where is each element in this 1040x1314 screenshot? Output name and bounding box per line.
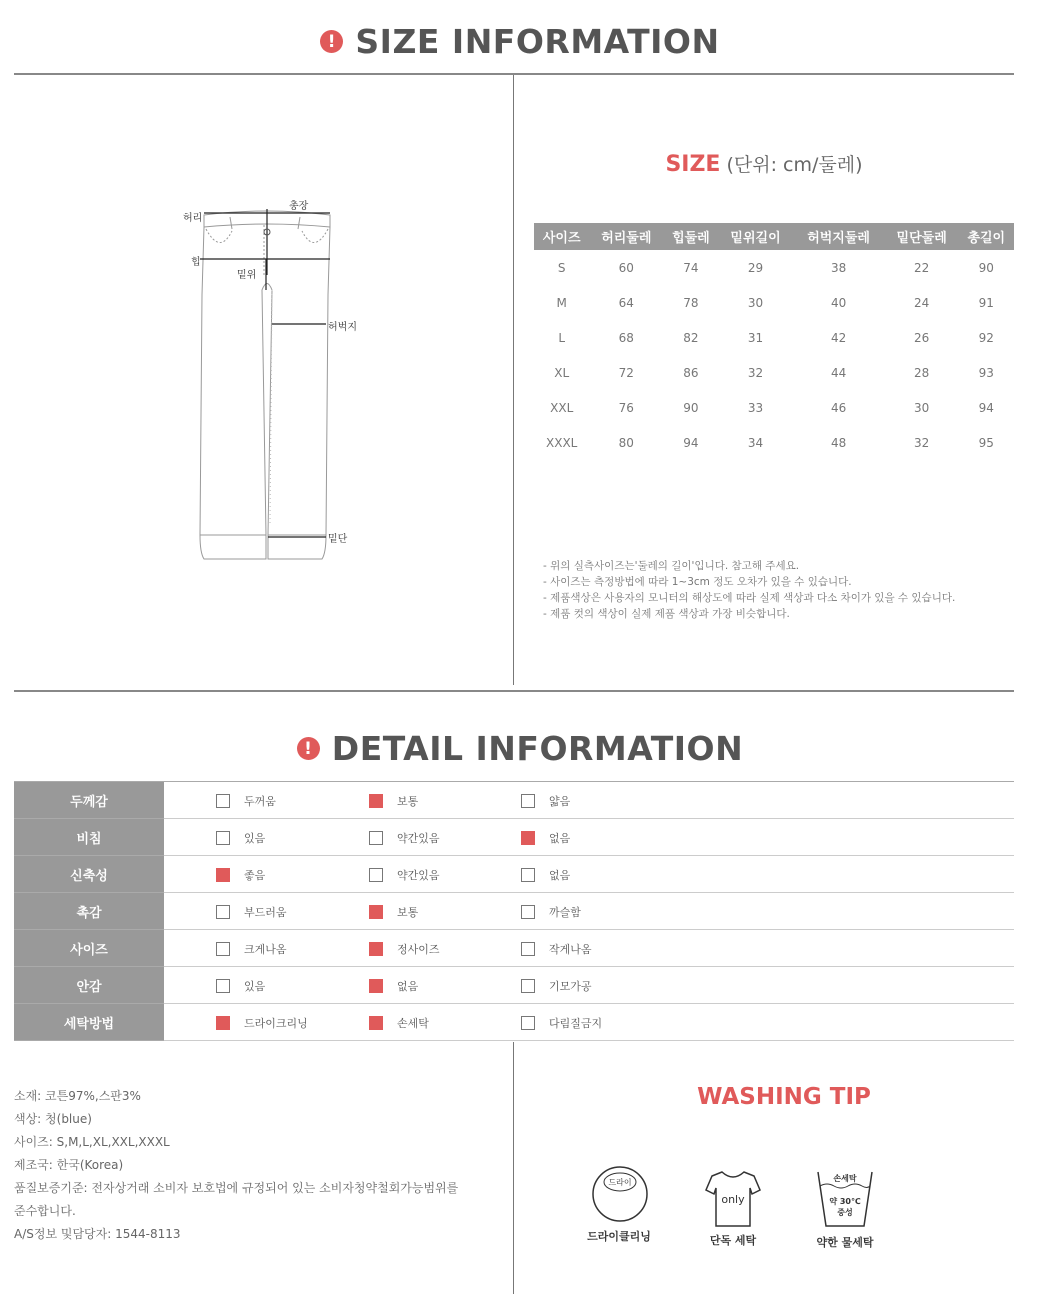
detail-option-label: 드라이크리닝 — [244, 1017, 308, 1030]
vertical-divider — [513, 1042, 514, 1294]
detail-option — [369, 1015, 429, 1031]
detail-option-label: 얇음 — [549, 795, 571, 808]
table-cell: 64 — [618, 295, 634, 310]
detail-option-label: 작게나옴 — [549, 943, 592, 956]
table-cell: 31 — [747, 330, 764, 345]
table-cell: L — [558, 330, 566, 345]
detail-row — [14, 856, 1014, 893]
detail-option-label: 약간있음 — [397, 832, 440, 845]
wash-label-gentle: 약한 물세탁 — [816, 1236, 874, 1249]
detail-option-label: 까슬함 — [549, 906, 581, 919]
table-cell: 74 — [683, 260, 699, 275]
detail-option-label: 다림질금지 — [549, 1017, 603, 1030]
detail-option — [216, 793, 276, 809]
detail-category: 세탁방법 — [14, 1004, 164, 1041]
detail-category: 촉감 — [14, 893, 164, 930]
detail-option-label: 기모가공 — [549, 980, 592, 993]
checkbox — [369, 979, 383, 993]
detail-category: 비침 — [14, 819, 164, 856]
checkbox — [369, 794, 383, 808]
table-cell: 94 — [683, 435, 699, 450]
spec-line: 제조국: 한국(Korea) — [14, 1158, 124, 1172]
detail-option-label: 없음 — [397, 980, 419, 993]
divider — [14, 690, 1014, 692]
note-line: - 사이즈는 측정방법에 따라 1~3cm 정도 오차가 있을 수 있습니다. — [543, 576, 852, 588]
checkbox — [521, 979, 535, 993]
detail-options — [164, 930, 1014, 967]
detail-options — [164, 856, 1014, 893]
table-cell: 93 — [978, 365, 994, 380]
table-cell: 24 — [914, 295, 930, 310]
detail-option — [216, 867, 265, 883]
detail-section-title: DETAIL INFORMATION — [331, 729, 744, 768]
size-table-header — [534, 223, 1014, 250]
detail-option-label: 보통 — [397, 906, 419, 919]
detail-option-label: 약간있음 — [397, 869, 440, 882]
header-cell: 사이즈 — [534, 223, 589, 250]
detail-option — [521, 793, 570, 809]
spec-line: 소재: 코튼97%,스판3% — [14, 1089, 141, 1103]
wash-label-alone: 단독 세탁 — [709, 1234, 757, 1247]
detail-option — [521, 978, 592, 994]
shirt-only-icon — [704, 1168, 762, 1230]
detail-option — [369, 978, 418, 994]
detail-option-label: 정사이즈 — [397, 943, 440, 956]
table-row — [534, 320, 1014, 355]
table-row — [534, 250, 1014, 285]
label-total-length: 총장 — [289, 201, 309, 212]
label-rise: 밑위 — [237, 270, 257, 281]
detail-option — [521, 941, 592, 957]
detail-option-label: 좋음 — [244, 869, 266, 882]
table-cell: 30 — [914, 400, 930, 415]
header-cell: 밑단둘레 — [885, 223, 959, 250]
size-heading-label: SIZE — [665, 152, 721, 177]
checkbox — [216, 794, 230, 808]
detail-options — [164, 1004, 1014, 1041]
header-cell: 밑위길이 — [719, 223, 793, 250]
table-cell: 78 — [683, 295, 699, 310]
detail-option — [216, 1015, 308, 1031]
detail-option-label: 부드러움 — [244, 906, 287, 919]
dry-clean-icon — [590, 1164, 652, 1226]
size-notes — [543, 558, 955, 622]
table-cell: 91 — [978, 295, 994, 310]
checkbox — [369, 831, 383, 845]
checkbox — [216, 905, 230, 919]
detail-option — [216, 941, 287, 957]
detail-category: 두께감 — [14, 782, 164, 819]
washing-tip-title: WASHING TIP — [697, 1084, 871, 1110]
detail-option-label: 보통 — [397, 795, 419, 808]
detail-category: 안감 — [14, 967, 164, 1004]
wash-label-dry: 드라이클리닝 — [587, 1230, 651, 1243]
detail-option — [521, 1015, 602, 1031]
checkbox — [521, 905, 535, 919]
table-cell: XL — [554, 365, 570, 380]
label-thigh: 허벅지 — [328, 322, 357, 333]
spec-line: 사이즈: S,M,L,XL,XXL,XXXL — [14, 1135, 170, 1149]
table-cell: 68 — [618, 330, 634, 345]
table-row — [534, 285, 1014, 320]
table-cell: 32 — [914, 435, 930, 450]
table-cell: 34 — [747, 435, 764, 450]
detail-option — [369, 941, 440, 957]
basin-text-top: 손세탁 — [833, 1174, 857, 1183]
checkbox — [216, 979, 230, 993]
header-cell: 허벅지둘레 — [792, 223, 884, 250]
table-cell: 26 — [914, 330, 930, 345]
shirt-icon-text: only — [721, 1193, 745, 1206]
table-cell: 82 — [683, 330, 699, 345]
table-cell: 76 — [618, 400, 634, 415]
detail-option — [369, 904, 418, 920]
detail-category: 사이즈 — [14, 930, 164, 967]
header-cell: 힙둘레 — [663, 223, 718, 250]
pants-diagram — [180, 195, 380, 565]
table-cell: 94 — [978, 400, 994, 415]
table-row — [534, 390, 1014, 425]
detail-option-label: 두꺼움 — [244, 795, 276, 808]
size-table — [534, 223, 1014, 460]
detail-option — [369, 867, 440, 883]
table-cell: 29 — [747, 260, 764, 275]
table-cell: 32 — [747, 365, 764, 380]
detail-category: 신축성 — [14, 856, 164, 893]
detail-options — [164, 967, 1014, 1004]
table-cell: XXXL — [546, 435, 578, 450]
header-cell: 허리둘레 — [589, 223, 663, 250]
detail-row — [14, 893, 1014, 930]
size-section-title: SIZE INFORMATION — [355, 22, 720, 61]
checkbox — [521, 794, 535, 808]
checkbox — [216, 942, 230, 956]
checkbox — [369, 868, 383, 882]
table-cell: M — [556, 295, 567, 310]
note-line: - 제품색상은 사용자의 모니터의 해상도에 따라 실제 색상과 다소 차이가 있을 수 있습니다. — [543, 592, 956, 604]
detail-option — [521, 867, 570, 883]
checkbox — [369, 905, 383, 919]
checkbox — [369, 1016, 383, 1030]
wash-basin-icon — [816, 1168, 874, 1230]
table-row — [534, 355, 1014, 390]
table-cell: 90 — [683, 400, 699, 415]
checkbox — [521, 831, 535, 845]
checkbox — [521, 942, 535, 956]
spec-line: 색상: 청(blue) — [14, 1112, 92, 1126]
detail-options — [164, 893, 1014, 930]
spec-line: 품질보증기준: 전자상거래 소비자 보호법에 규정되어 있는 소비자청약철회가능범위를 — [14, 1181, 459, 1195]
table-cell: 48 — [830, 435, 847, 450]
dry-clean-icon-text: 드라이 — [608, 1178, 632, 1187]
checkbox — [216, 868, 230, 882]
detail-options — [164, 782, 1014, 819]
detail-option — [369, 793, 418, 809]
table-cell: 44 — [830, 365, 847, 380]
checkbox — [216, 831, 230, 845]
table-cell: 33 — [747, 400, 764, 415]
table-cell: 72 — [618, 365, 634, 380]
detail-row — [14, 930, 1014, 967]
detail-option-label: 없음 — [549, 832, 571, 845]
checkbox — [369, 942, 383, 956]
table-cell: 80 — [618, 435, 634, 450]
detail-option — [216, 904, 287, 920]
label-hem: 밑단 — [328, 534, 348, 545]
table-cell: 95 — [978, 435, 994, 450]
header-cell: 총길이 — [959, 223, 1014, 250]
basin-text-temp: 약 30℃ — [829, 1197, 861, 1206]
table-cell: 60 — [618, 260, 634, 275]
divider — [14, 73, 1014, 75]
detail-option — [521, 830, 570, 846]
detail-option-label: 손세탁 — [397, 1017, 429, 1030]
detail-row — [14, 819, 1014, 856]
detail-section-title-wrap — [0, 729, 1040, 768]
detail-option — [369, 830, 440, 846]
detail-row — [14, 782, 1014, 819]
checkbox — [521, 868, 535, 882]
table-cell: S — [557, 260, 566, 275]
table-cell: XXL — [550, 400, 574, 415]
table-cell: 22 — [914, 260, 930, 275]
table-cell: 38 — [830, 260, 847, 275]
detail-option-label: 없음 — [549, 869, 571, 882]
exclamation-icon: ! — [320, 30, 343, 53]
note-line: - 제품 컷의 색상이 실제 제품 색상과 가장 비슷합니다. — [543, 608, 790, 620]
size-section-title-wrap — [0, 22, 1040, 61]
table-cell: 46 — [830, 400, 847, 415]
table-cell: 42 — [830, 330, 847, 345]
detail-option-label: 있음 — [244, 980, 266, 993]
label-hip: 힙 — [191, 257, 201, 268]
detail-option-label: 있음 — [244, 832, 266, 845]
table-row — [534, 425, 1014, 460]
detail-option-label: 크게나옴 — [244, 943, 287, 956]
detail-row — [14, 1004, 1014, 1041]
basin-text-neutral: 중성 — [837, 1208, 853, 1217]
detail-table — [14, 781, 1014, 1041]
spec-line: A/S정보 및담당자: 1544-8113 — [14, 1227, 181, 1241]
product-spec — [14, 1085, 458, 1246]
note-line: - 위의 실측사이즈는'둘레의 길이'입니다. 참고해 주세요. — [543, 560, 800, 572]
table-cell: 30 — [747, 295, 764, 310]
table-cell: 92 — [978, 330, 994, 345]
detail-option — [216, 830, 265, 846]
size-heading — [514, 150, 1014, 177]
spec-line: 준수합니다. — [14, 1204, 76, 1218]
exclamation-icon: ! — [297, 737, 320, 760]
checkbox — [216, 1016, 230, 1030]
size-heading-unit: (단위: cm/둘레) — [726, 154, 863, 176]
detail-option — [521, 904, 581, 920]
detail-row — [14, 967, 1014, 1004]
table-cell: 28 — [914, 365, 930, 380]
table-cell: 40 — [830, 295, 847, 310]
label-waist: 허리 — [183, 213, 203, 224]
detail-options — [164, 819, 1014, 856]
detail-option — [216, 978, 265, 994]
table-cell: 86 — [683, 365, 699, 380]
table-cell: 90 — [978, 260, 994, 275]
checkbox — [521, 1016, 535, 1030]
